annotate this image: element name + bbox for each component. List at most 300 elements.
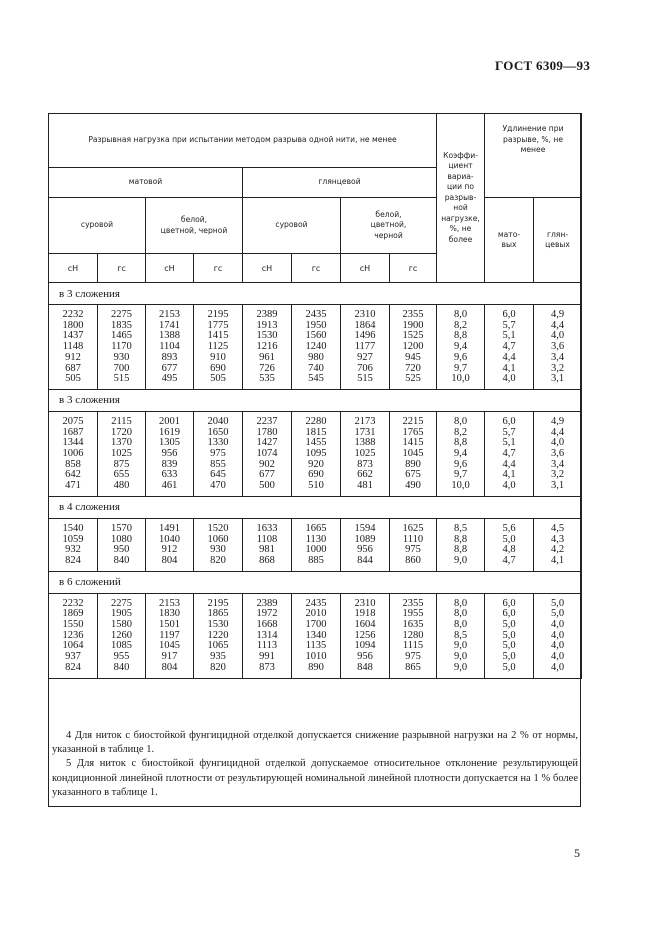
table-cell: 848: [357, 661, 373, 673]
table-cell: 9,4: [453, 448, 468, 460]
table-cell: 4,4: [550, 319, 565, 331]
table-cell: 633: [161, 469, 178, 481]
table-cell: 545: [308, 373, 324, 385]
table-cell: 1427: [256, 437, 278, 449]
unit-cn: сН: [146, 254, 194, 283]
table-cell: 1170: [111, 341, 132, 353]
table-cell: 956: [161, 448, 178, 460]
table-cell: 873: [357, 458, 373, 470]
table-cell: 1815: [305, 426, 327, 438]
table-cell: 1148: [62, 341, 84, 353]
table-cell: 1570: [111, 522, 132, 534]
table-cell: 4,9: [550, 415, 565, 427]
table-cell: 2310: [354, 309, 376, 320]
table-cell: 844: [357, 554, 373, 566]
table-cell: 4,8: [502, 544, 516, 556]
table-cell: 1065: [207, 640, 229, 652]
table-cell: 1765: [402, 426, 424, 438]
table-cell: 500: [259, 480, 275, 492]
table-cell: 937: [65, 651, 81, 663]
table-cell: 1731: [354, 426, 376, 438]
table-cell: 677: [259, 469, 275, 481]
table-cell: 480: [113, 480, 130, 492]
table-cell: 868: [259, 554, 275, 566]
table-cell: 6,0: [502, 309, 516, 320]
table-cell: 5,1: [502, 330, 516, 342]
table-cell: 1040: [159, 533, 180, 545]
table-cell: 956: [357, 544, 373, 556]
table-cell: 1256: [354, 629, 376, 641]
table-cell: 9,0: [453, 554, 468, 566]
table-cell: 2153: [159, 597, 180, 609]
table-cell: 1006: [62, 448, 84, 460]
table-cell: 1330: [207, 437, 229, 449]
table-cell: 4,4: [502, 351, 516, 363]
table-cell: 824: [65, 554, 81, 566]
table-cell: 5,7: [502, 319, 516, 331]
table-cell: 4,0: [550, 640, 565, 652]
table-cell: 1950: [305, 319, 327, 331]
table-cell: 932: [65, 544, 81, 556]
table-cell: 2115: [111, 415, 132, 427]
table-cell: 9,6: [453, 458, 468, 470]
table-cell: 10,0: [451, 373, 470, 385]
header-coefficient: Коэффи- циент вариа- ции по разрыв- ной нагрузке, %, не более: [437, 114, 485, 283]
table-cell: 495: [161, 373, 178, 385]
table-cell: 1540: [62, 522, 84, 534]
table-cell: 1094: [354, 640, 376, 652]
table-cell: 4,2: [550, 544, 565, 556]
table-cell: 1236: [62, 629, 84, 641]
table-cell: 3,2: [550, 362, 565, 374]
table-cell: 5,0: [502, 640, 516, 652]
header-white-colored-black-glossy: белой, цветной, черной: [341, 198, 437, 254]
table-cell: 8,0: [453, 415, 468, 427]
table-cell: 930: [113, 351, 130, 363]
table-cell: 1501: [159, 619, 180, 631]
table-cell: 645: [210, 469, 226, 481]
table-cell: 4,3: [550, 533, 565, 545]
table-cell: 1775: [207, 319, 229, 331]
table-cell: 6,0: [502, 608, 516, 620]
table-cell: 3,4: [550, 351, 565, 363]
table-cell: 5,7: [502, 426, 516, 438]
table-cell: 2310: [354, 597, 376, 609]
table-cell: 4,7: [502, 341, 516, 353]
table-cell: 1200: [402, 341, 424, 353]
table-cell: 865: [405, 661, 421, 673]
table-cell: 824: [65, 661, 81, 673]
note-4: 4 Для ниток с биостойкой фунгицидной отделкой допускается снижение разрывной нагрузки на 2 % от нормы, указанной в таблице 1.: [52, 730, 578, 756]
table-cell: 1060: [207, 533, 229, 545]
table-cell: 1625: [402, 522, 424, 534]
table-cell: 2275: [111, 597, 132, 609]
table-cell: 4,0: [502, 480, 516, 492]
table-cell: 873: [259, 661, 275, 673]
page-number: 5: [574, 846, 580, 860]
table-cell: 1025: [111, 448, 132, 460]
table-cell: 8,0: [453, 608, 468, 620]
table-cell: 1370: [111, 437, 132, 449]
table-cell: 1905: [111, 608, 132, 620]
table-cell: 1604: [354, 619, 376, 631]
section-title: в 4 сложения: [49, 496, 582, 518]
table-cell: 4,0: [550, 651, 565, 663]
table-cell: 980: [308, 351, 324, 363]
unit-cn: сН: [341, 254, 390, 283]
table-cell: 1177: [354, 341, 376, 353]
table-cell: 505: [65, 373, 81, 385]
table-cell: 9,7: [453, 362, 468, 374]
table-cell: 910: [210, 351, 226, 363]
table-cell: 2040: [207, 415, 229, 427]
table-cell: 1869: [62, 608, 84, 620]
table-cell: 4,9: [550, 309, 565, 320]
table-cell: 9,0: [453, 661, 468, 673]
table-cell: 5,6: [502, 522, 516, 534]
table-cell: 9,6: [453, 351, 468, 363]
unit-gs: гс: [390, 254, 437, 283]
table-cell: 510: [308, 480, 324, 492]
table-cell: 4,4: [550, 426, 565, 438]
table-cell: 8,8: [453, 437, 468, 449]
table-cell: 840: [113, 661, 130, 673]
table-cell: 820: [210, 554, 226, 566]
table-cell: 6,0: [502, 415, 516, 427]
table-cell: 1344: [62, 437, 84, 449]
table-cell: 1025: [354, 448, 376, 460]
table-cell: 687: [65, 362, 81, 374]
table-cell: 3,6: [550, 448, 565, 460]
table-cell: 471: [65, 480, 81, 492]
table-cell: 1830: [159, 608, 180, 620]
header-white-colored-black-matte: белой, цветной, черной: [146, 198, 243, 254]
table-cell: 2435: [305, 309, 327, 320]
table-cell: 1104: [159, 341, 180, 353]
table-cell: 945: [405, 351, 421, 363]
table-cell: 820: [210, 661, 226, 673]
table-cell: 1045: [402, 448, 424, 460]
table-cell: 1491: [159, 522, 180, 534]
table-cell: 1668: [256, 619, 278, 631]
table-cell: 885: [308, 554, 324, 566]
table-cell: 912: [161, 544, 178, 556]
table-cell: 1633: [256, 522, 278, 534]
section-title: в 3 сложения: [49, 283, 582, 305]
table-cell: 4,0: [550, 619, 565, 631]
table-cell: 2075: [62, 415, 84, 427]
table-cell: 955: [113, 651, 130, 663]
table-cell: 6,0: [502, 597, 516, 609]
table-cell: 1113: [256, 640, 278, 652]
table-cell: 1700: [305, 619, 327, 631]
table-cell: 1059: [62, 533, 84, 545]
table-cell: 1665: [305, 522, 327, 534]
table-cell: 2215: [402, 415, 424, 427]
table-cell: 1835: [111, 319, 132, 331]
table-cell: 726: [259, 362, 275, 374]
table-cell: 662: [357, 469, 373, 481]
header-elongation-glossy: глян- цевых: [534, 198, 582, 283]
table-cell: 4,0: [550, 330, 565, 342]
header-elongation: Удлинение при разрыве, %, не менее: [485, 114, 582, 198]
table-cell: 1010: [305, 651, 327, 663]
table-cell: 1115: [402, 640, 424, 652]
table-cell: 4,4: [502, 458, 516, 470]
table-cell: 461: [161, 480, 178, 492]
table-cell: 535: [259, 373, 275, 385]
table-cell: 5,0: [550, 597, 565, 609]
table-cell: 1955: [402, 608, 424, 620]
header-raw-glossy: суровой: [243, 198, 341, 254]
table-cell: 1415: [207, 330, 229, 342]
table-cell: 1216: [256, 341, 278, 353]
table-cell: 956: [357, 651, 373, 663]
table-cell: 2195: [207, 309, 229, 320]
table-cell: 700: [113, 362, 130, 374]
table-cell: 1455: [305, 437, 327, 449]
table-cell: 3,1: [550, 480, 565, 492]
table-cell: 2010: [305, 608, 327, 620]
table-cell: 5,0: [502, 661, 516, 673]
table-cell: 804: [161, 554, 178, 566]
table-cell: 1064: [62, 640, 84, 652]
table-cell: 1530: [256, 330, 278, 342]
table-cell: 840: [113, 554, 130, 566]
table-cell: 1525: [402, 330, 424, 342]
table-cell: 1687: [62, 426, 84, 438]
table-cell: 1913: [256, 319, 278, 331]
table-cell: 902: [259, 458, 275, 470]
table-cell: 930: [210, 544, 226, 556]
table-cell: 2173: [354, 415, 376, 427]
table-cell: 5,0: [502, 619, 516, 631]
table-cell: 2389: [256, 309, 278, 320]
table-cell: 9,0: [453, 640, 468, 652]
document-header: ГОСТ 6309—93: [495, 58, 591, 73]
table-cell: 961: [259, 351, 275, 363]
table-cell: 8,0: [453, 597, 468, 609]
table-cell: 1388: [159, 330, 180, 342]
table-cell: 642: [65, 469, 81, 481]
table-cell: 875: [113, 458, 130, 470]
table-cell: 1305: [159, 437, 180, 449]
table-cell: 1388: [354, 437, 376, 449]
table-cell: 3,4: [550, 458, 565, 470]
header-glossy: глянцевой: [243, 168, 437, 198]
table-cell: 10,0: [451, 480, 470, 492]
section-title: в 6 сложений: [49, 571, 582, 593]
section-title: в 3 сложения: [49, 389, 582, 411]
table-cell: 991: [259, 651, 275, 663]
table-cell: 4,7: [502, 448, 516, 460]
table-cell: 927: [357, 351, 373, 363]
table-cell: 1240: [305, 341, 327, 353]
header-elongation-matte: мато- вых: [485, 198, 534, 283]
table-cell: 2153: [159, 309, 180, 320]
table-cell: 1437: [62, 330, 84, 342]
table-cell: 706: [357, 362, 373, 374]
table-cell: 1110: [402, 533, 424, 545]
unit-gs: гс: [98, 254, 146, 283]
table-cell: 950: [113, 544, 130, 556]
table-cell: 4,5: [550, 522, 565, 534]
table-cell: 4,1: [502, 362, 516, 374]
table-cell: 912: [65, 351, 81, 363]
table-cell: 740: [308, 362, 324, 374]
header-breaking-load: Разрывная нагрузка при испытании методом разрыва одной нити, не менее: [49, 114, 437, 168]
table-cell: 975: [210, 448, 226, 460]
table-cell: 935: [210, 651, 226, 663]
table-cell: 975: [405, 651, 421, 663]
table-cell: 1000: [305, 544, 327, 556]
table-cell: 2280: [305, 415, 327, 427]
table-cell: 1125: [207, 341, 229, 353]
table-cell: 1720: [111, 426, 132, 438]
table-cell: 481: [357, 480, 373, 492]
table-cell: 1635: [402, 619, 424, 631]
table-cell: 1135: [305, 640, 327, 652]
table-cell: 4,7: [502, 554, 516, 566]
table-cell: 2232: [62, 597, 84, 609]
table-cell: 860: [405, 554, 421, 566]
table-cell: 1972: [256, 608, 278, 620]
table-cell: 2237: [256, 415, 278, 427]
header-matte: матовой: [49, 168, 243, 198]
table-cell: 4,0: [550, 437, 565, 449]
table-cell: 1085: [111, 640, 132, 652]
table-cell: 3,6: [550, 341, 565, 353]
table-cell: 9,4: [453, 341, 468, 353]
table-cell: 505: [210, 373, 226, 385]
unit-cn: сН: [243, 254, 292, 283]
table-cell: 1314: [256, 629, 278, 641]
table-cell: 1780: [256, 426, 278, 438]
table-cell: 890: [405, 458, 421, 470]
table-cell: 1900: [402, 319, 424, 331]
table-cell: 1074: [256, 448, 278, 460]
table-cell: 1220: [207, 629, 229, 641]
unit-cn: сН: [49, 254, 98, 283]
table-cell: 525: [405, 373, 421, 385]
table-cell: 4,0: [550, 629, 565, 641]
table-cell: 920: [308, 458, 324, 470]
table-cell: 1594: [354, 522, 376, 534]
table-cell: 1130: [305, 533, 327, 545]
table-cell: 8,2: [453, 319, 468, 331]
table-cell: 8,0: [453, 309, 468, 320]
table-cell: 470: [210, 480, 226, 492]
table-cell: 4,1: [550, 554, 565, 566]
table-cell: 8,2: [453, 426, 468, 438]
table-cell: 855: [210, 458, 226, 470]
unit-gs: гс: [292, 254, 341, 283]
table-cell: 1280: [402, 629, 424, 641]
notes: [52, 729, 578, 800]
note-5: 5 Для ниток с биостойкой фунгицидной отделкой допускаемое относительное отклонение результирующей кондиционной линейной плотности от результирующей номинальной линейной плотности допускается на 1 % более указанного в таблице 1.: [52, 758, 578, 798]
table-cell: 1550: [62, 619, 84, 631]
table-cell: 839: [161, 458, 178, 470]
table-cell: 9,0: [453, 651, 468, 663]
table-cell: 3,2: [550, 469, 565, 481]
table-cell: 1741: [159, 319, 180, 331]
table-cell: 4,1: [502, 469, 516, 481]
table-cell: 690: [308, 469, 324, 481]
table-cell: 515: [113, 373, 130, 385]
table-cell: 9,7: [453, 469, 468, 481]
table-cell: 8,5: [453, 629, 468, 641]
table-cell: 1650: [207, 426, 229, 438]
table-cell: 5,0: [502, 629, 516, 641]
table-cell: 677: [161, 362, 178, 374]
table-cell: 1580: [111, 619, 132, 631]
table-cell: 5,0: [550, 608, 565, 620]
table-cell: 675: [405, 469, 421, 481]
table-cell: 890: [308, 661, 324, 673]
table-cell: 8,0: [453, 619, 468, 631]
table-cell: 2001: [159, 415, 180, 427]
table-cell: 8,8: [453, 544, 468, 556]
table-cell: 8,8: [453, 533, 468, 545]
table-cell: 2389: [256, 597, 278, 609]
table-cell: 2355: [402, 309, 424, 320]
table-cell: 1095: [305, 448, 327, 460]
table-cell: 1496: [354, 330, 376, 342]
table-cell: 893: [161, 351, 178, 363]
table-cell: 1864: [354, 319, 376, 331]
table-cell: 720: [405, 362, 421, 374]
table-cell: 690: [210, 362, 226, 374]
table-cell: 1520: [207, 522, 229, 534]
table-cell: 1619: [159, 426, 180, 438]
table-cell: 1197: [159, 629, 180, 641]
table-cell: 1530: [207, 619, 229, 631]
table-cell: 1108: [256, 533, 278, 545]
table-cell: 8,5: [453, 522, 468, 534]
table-cell: 1465: [111, 330, 132, 342]
table-cell: 1865: [207, 608, 229, 620]
table-cell: 8,8: [453, 330, 468, 342]
table-cell: 2435: [305, 597, 327, 609]
table-cell: 917: [161, 651, 178, 663]
table-cell: 1089: [354, 533, 376, 545]
table-cell: 2355: [402, 597, 424, 609]
unit-gs: гс: [194, 254, 243, 283]
table-cell: 490: [405, 480, 421, 492]
table-cell: 2195: [207, 597, 229, 609]
table-frame: [48, 113, 581, 807]
table-cell: 4,0: [550, 661, 565, 673]
table-cell: 5,0: [502, 651, 516, 663]
table-cell: 1560: [305, 330, 327, 342]
table-cell: 655: [113, 469, 130, 481]
table-cell: 5,0: [502, 533, 516, 545]
table-cell: 1080: [111, 533, 132, 545]
table-cell: 1800: [62, 319, 84, 331]
header-raw-matte: суровой: [49, 198, 146, 254]
table-cell: 2275: [111, 309, 132, 320]
table-cell: 515: [357, 373, 373, 385]
table-cell: 4,0: [502, 373, 516, 385]
table-cell: 2232: [62, 309, 84, 320]
table-cell: 1918: [354, 608, 376, 620]
table-cell: 981: [259, 544, 275, 556]
table-cell: 3,1: [550, 373, 565, 385]
table-cell: 1340: [305, 629, 327, 641]
table-cell: 1045: [159, 640, 180, 652]
table-cell: 858: [65, 458, 81, 470]
table-cell: 804: [161, 661, 178, 673]
